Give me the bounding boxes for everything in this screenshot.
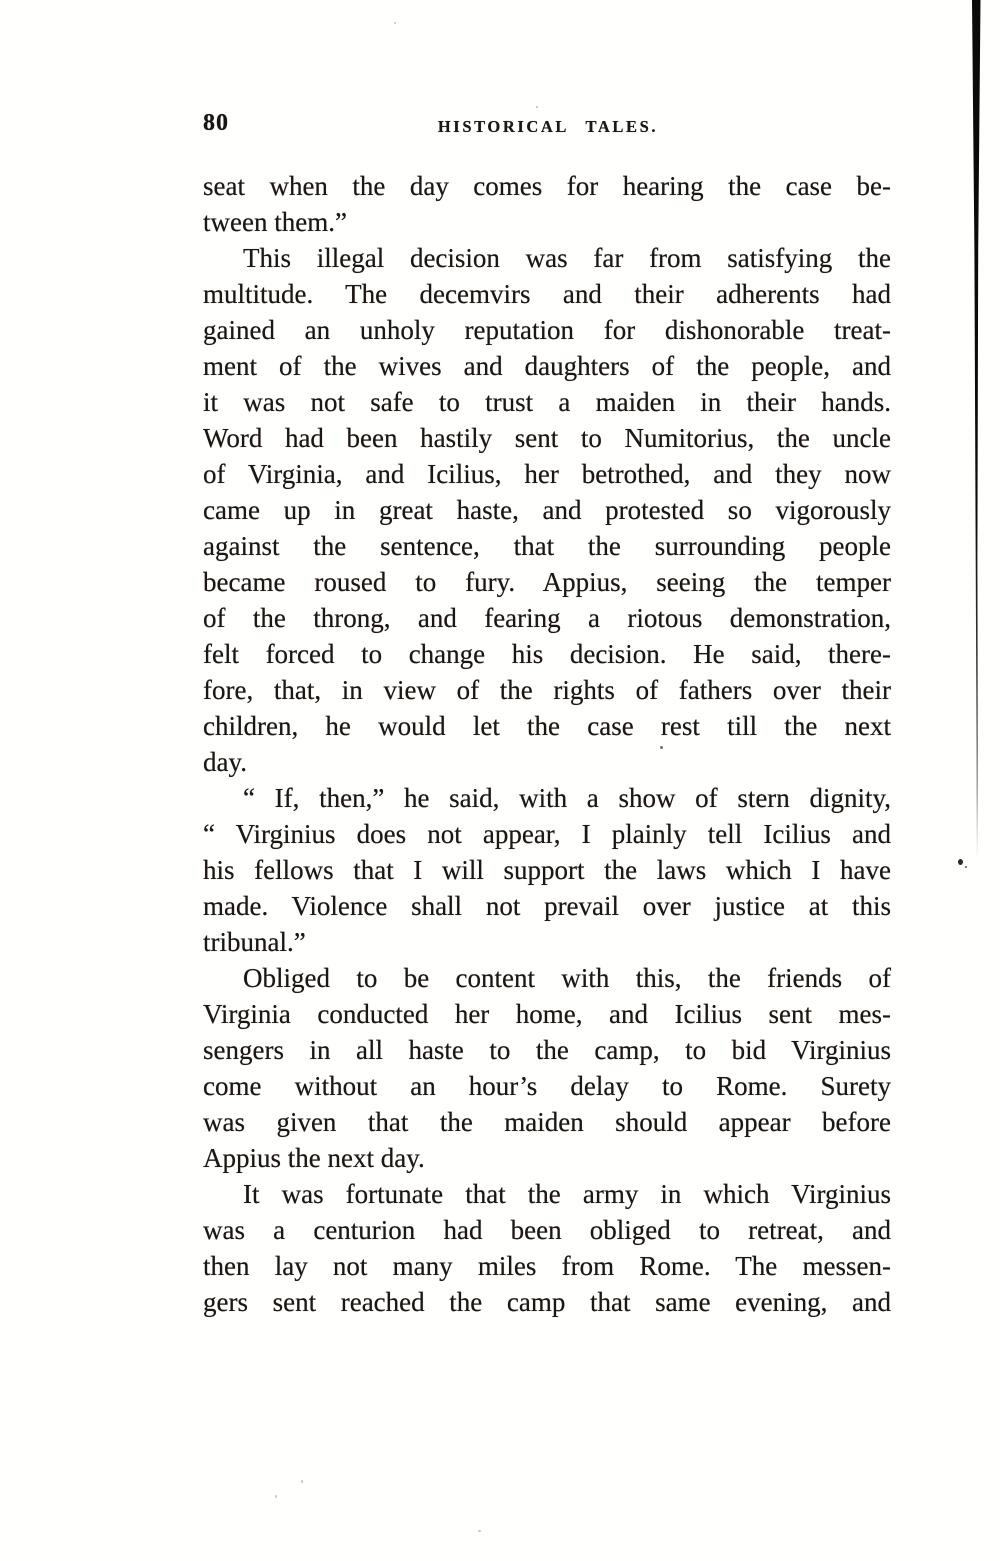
text-line: ment of the wives and daughters of the people, and — [203, 351, 891, 381]
scan-speck — [394, 22, 396, 24]
text-line: of the throng, and fearing a riotous demonstration, — [203, 603, 891, 633]
text-line: Word had been hastily sent to Numitorius, the uncle — [203, 423, 891, 453]
text-line: of Virginia, and Icilius, her betrothed, and they now — [203, 459, 891, 489]
scan-speck — [536, 106, 538, 108]
text-line: This illegal decision was far from satisfying the — [243, 243, 891, 273]
text-line: came up in great haste, and protested so vigorously — [203, 495, 891, 525]
scan-speck — [301, 1480, 303, 1483]
text-line: was a centurion had been obliged to retreat, and — [203, 1215, 891, 1245]
text-line: “ If, then,” he said, with a show of stern dignity, — [243, 783, 891, 813]
body-text — [203, 168, 891, 1320]
text-line: It was fortunate that the army in which Virginius — [243, 1179, 891, 1209]
text-line: seat when the day comes for hearing the case be- — [203, 171, 891, 201]
text-line: day. — [203, 747, 247, 777]
text-line: sengers in all haste to the camp, to bid Virginius — [203, 1035, 891, 1065]
text-line: then lay not many miles from Rome. The messen- — [203, 1251, 891, 1281]
text-line: his fellows that I will support the laws which I have — [203, 855, 891, 885]
text-line: made. Violence shall not prevail over justice at this — [203, 891, 891, 921]
scan-speck — [478, 1530, 481, 1532]
running-header: HISTORICAL TALES. — [437, 117, 659, 136]
text-line: became roused to fury. Appius, seeing the temper — [203, 567, 891, 597]
text-line: felt forced to change his decision. He said, there- — [203, 639, 891, 669]
scan-speck — [965, 866, 967, 868]
text-line: tribunal.” — [203, 927, 306, 957]
text-line: Virginia conducted her home, and Icilius sent mes- — [203, 999, 891, 1029]
scan-gutter-bar-artifact — [966, 0, 988, 880]
scan-speck — [275, 1495, 277, 1498]
text-line: multitude. The decemvirs and their adherents had — [203, 279, 891, 309]
text-line: was given that the maiden should appear before — [203, 1107, 891, 1137]
text-line: Obliged to be content with this, the friends of — [243, 963, 891, 993]
text-line: Appius the next day. — [203, 1143, 425, 1173]
text-line: fore, that, in view of the rights of fathers over their — [203, 675, 891, 705]
text-line: gained an unholy reputation for dishonorable treat- — [203, 315, 891, 345]
scan-speck — [958, 859, 963, 865]
scan-speck — [660, 746, 663, 749]
text-line: come without an hour’s delay to Rome. Surety — [203, 1071, 891, 1101]
text-line: gers sent reached the camp that same evening, and — [203, 1287, 891, 1317]
text-line: it was not safe to trust a maiden in their hands. — [203, 387, 891, 417]
text-line: tween them.” — [203, 207, 347, 237]
text-line: against the sentence, that the surrounding people — [203, 531, 891, 561]
text-line: “ Virginius does not appear, I plainly tell Icilius and — [203, 819, 891, 849]
text-line: children, he would let the case rest till the next — [203, 711, 891, 741]
page-number: 80 — [203, 110, 229, 136]
